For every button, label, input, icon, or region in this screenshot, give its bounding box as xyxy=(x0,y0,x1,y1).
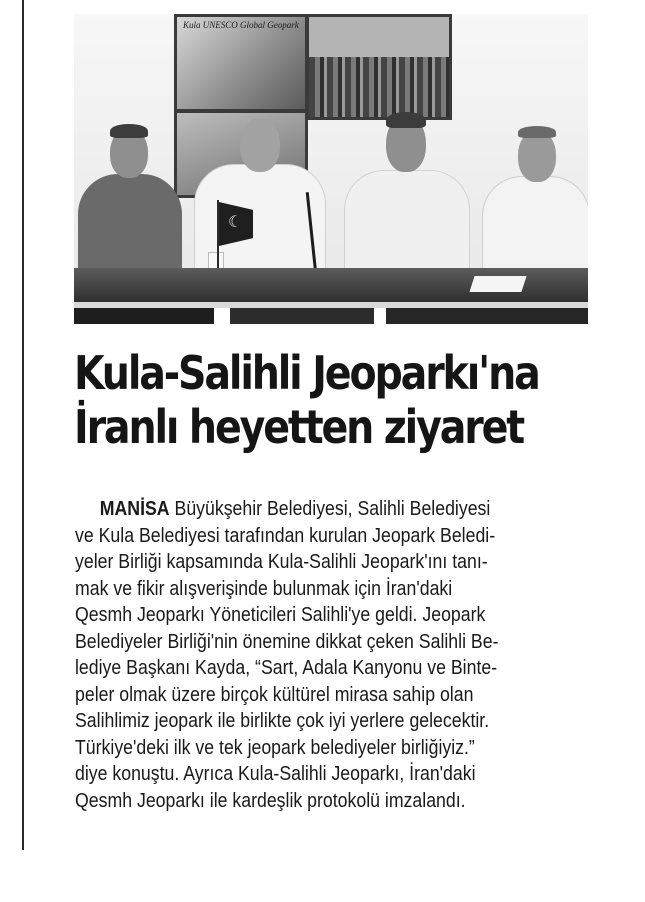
frame-crowd xyxy=(309,57,449,117)
wall-frame-geopark xyxy=(174,14,308,112)
news-photo xyxy=(74,14,588,324)
person-left-hair xyxy=(110,124,148,138)
person-right-torso xyxy=(482,176,588,276)
person-right-hair xyxy=(518,126,556,138)
table-front xyxy=(74,308,588,324)
paper-sheet xyxy=(469,276,526,292)
article-line-2: ve Kula Belediyesi tarafından kurulan Jeopark Beledi- xyxy=(75,524,496,547)
article-line-1 xyxy=(75,496,535,523)
person-left-torso xyxy=(78,174,182,274)
article-line-4: mak ve fikir alışverişinde bulunmak için İran'daki xyxy=(75,577,453,600)
headline-line-1: Kula-Salihli Jeoparkı'na xyxy=(74,346,539,400)
person-center-right-torso xyxy=(344,170,470,276)
headline-line-2: İranlı heyetten ziyaret xyxy=(74,400,524,454)
frame-caption: Kula UNESCO Global Geopark xyxy=(183,20,299,30)
article-lead-word: MANİSA xyxy=(99,498,170,520)
frame-building xyxy=(309,17,449,57)
article-line-3: yeler Birliği kapsamında Kula-Salihli Jeopark'ını tanı- xyxy=(75,551,488,573)
article-line-7: lediye Başkanı Kayda, “Sart, Adala Kanyonu ve Binte- xyxy=(75,657,498,679)
article-line-6: Belediyeler Birliği'nin önemine dikkat çeken Salihli Be- xyxy=(75,630,499,653)
article-line-5: Qesmh Jeoparkı Yöneticileri Salihli'ye geldi. Jeopark xyxy=(75,604,486,626)
headline xyxy=(74,346,538,454)
article-line-9: Salihlimiz jeopark ile birlikte çok iyi yerlere gelecektir. xyxy=(75,710,490,732)
article-line-12: Qesmh Jeoparkı ile kardeşlik protokolü imzalandı. xyxy=(75,789,466,812)
article-line-8: peler olmak üzere birçok kültürel mirasa sahip olan xyxy=(75,683,474,706)
article-line-10: Türkiye'deki ilk ve tek jeopark belediyeler birliğiyiz.” xyxy=(75,736,475,759)
article-line-11: diye konuştu. Ayrıca Kula-Salihli Jeoparkı, İran'daki xyxy=(75,763,476,785)
person-center-left-head xyxy=(240,118,280,172)
article-line-1-text: Büyükşehir Belediyesi, Salihli Belediyesi xyxy=(169,498,491,520)
wall-frame-group-photo xyxy=(306,14,452,120)
person-center-right-hair xyxy=(386,112,426,128)
flag-crescent-icon: ☾ xyxy=(228,214,243,231)
column-rule xyxy=(22,0,24,850)
article-body xyxy=(75,496,595,814)
